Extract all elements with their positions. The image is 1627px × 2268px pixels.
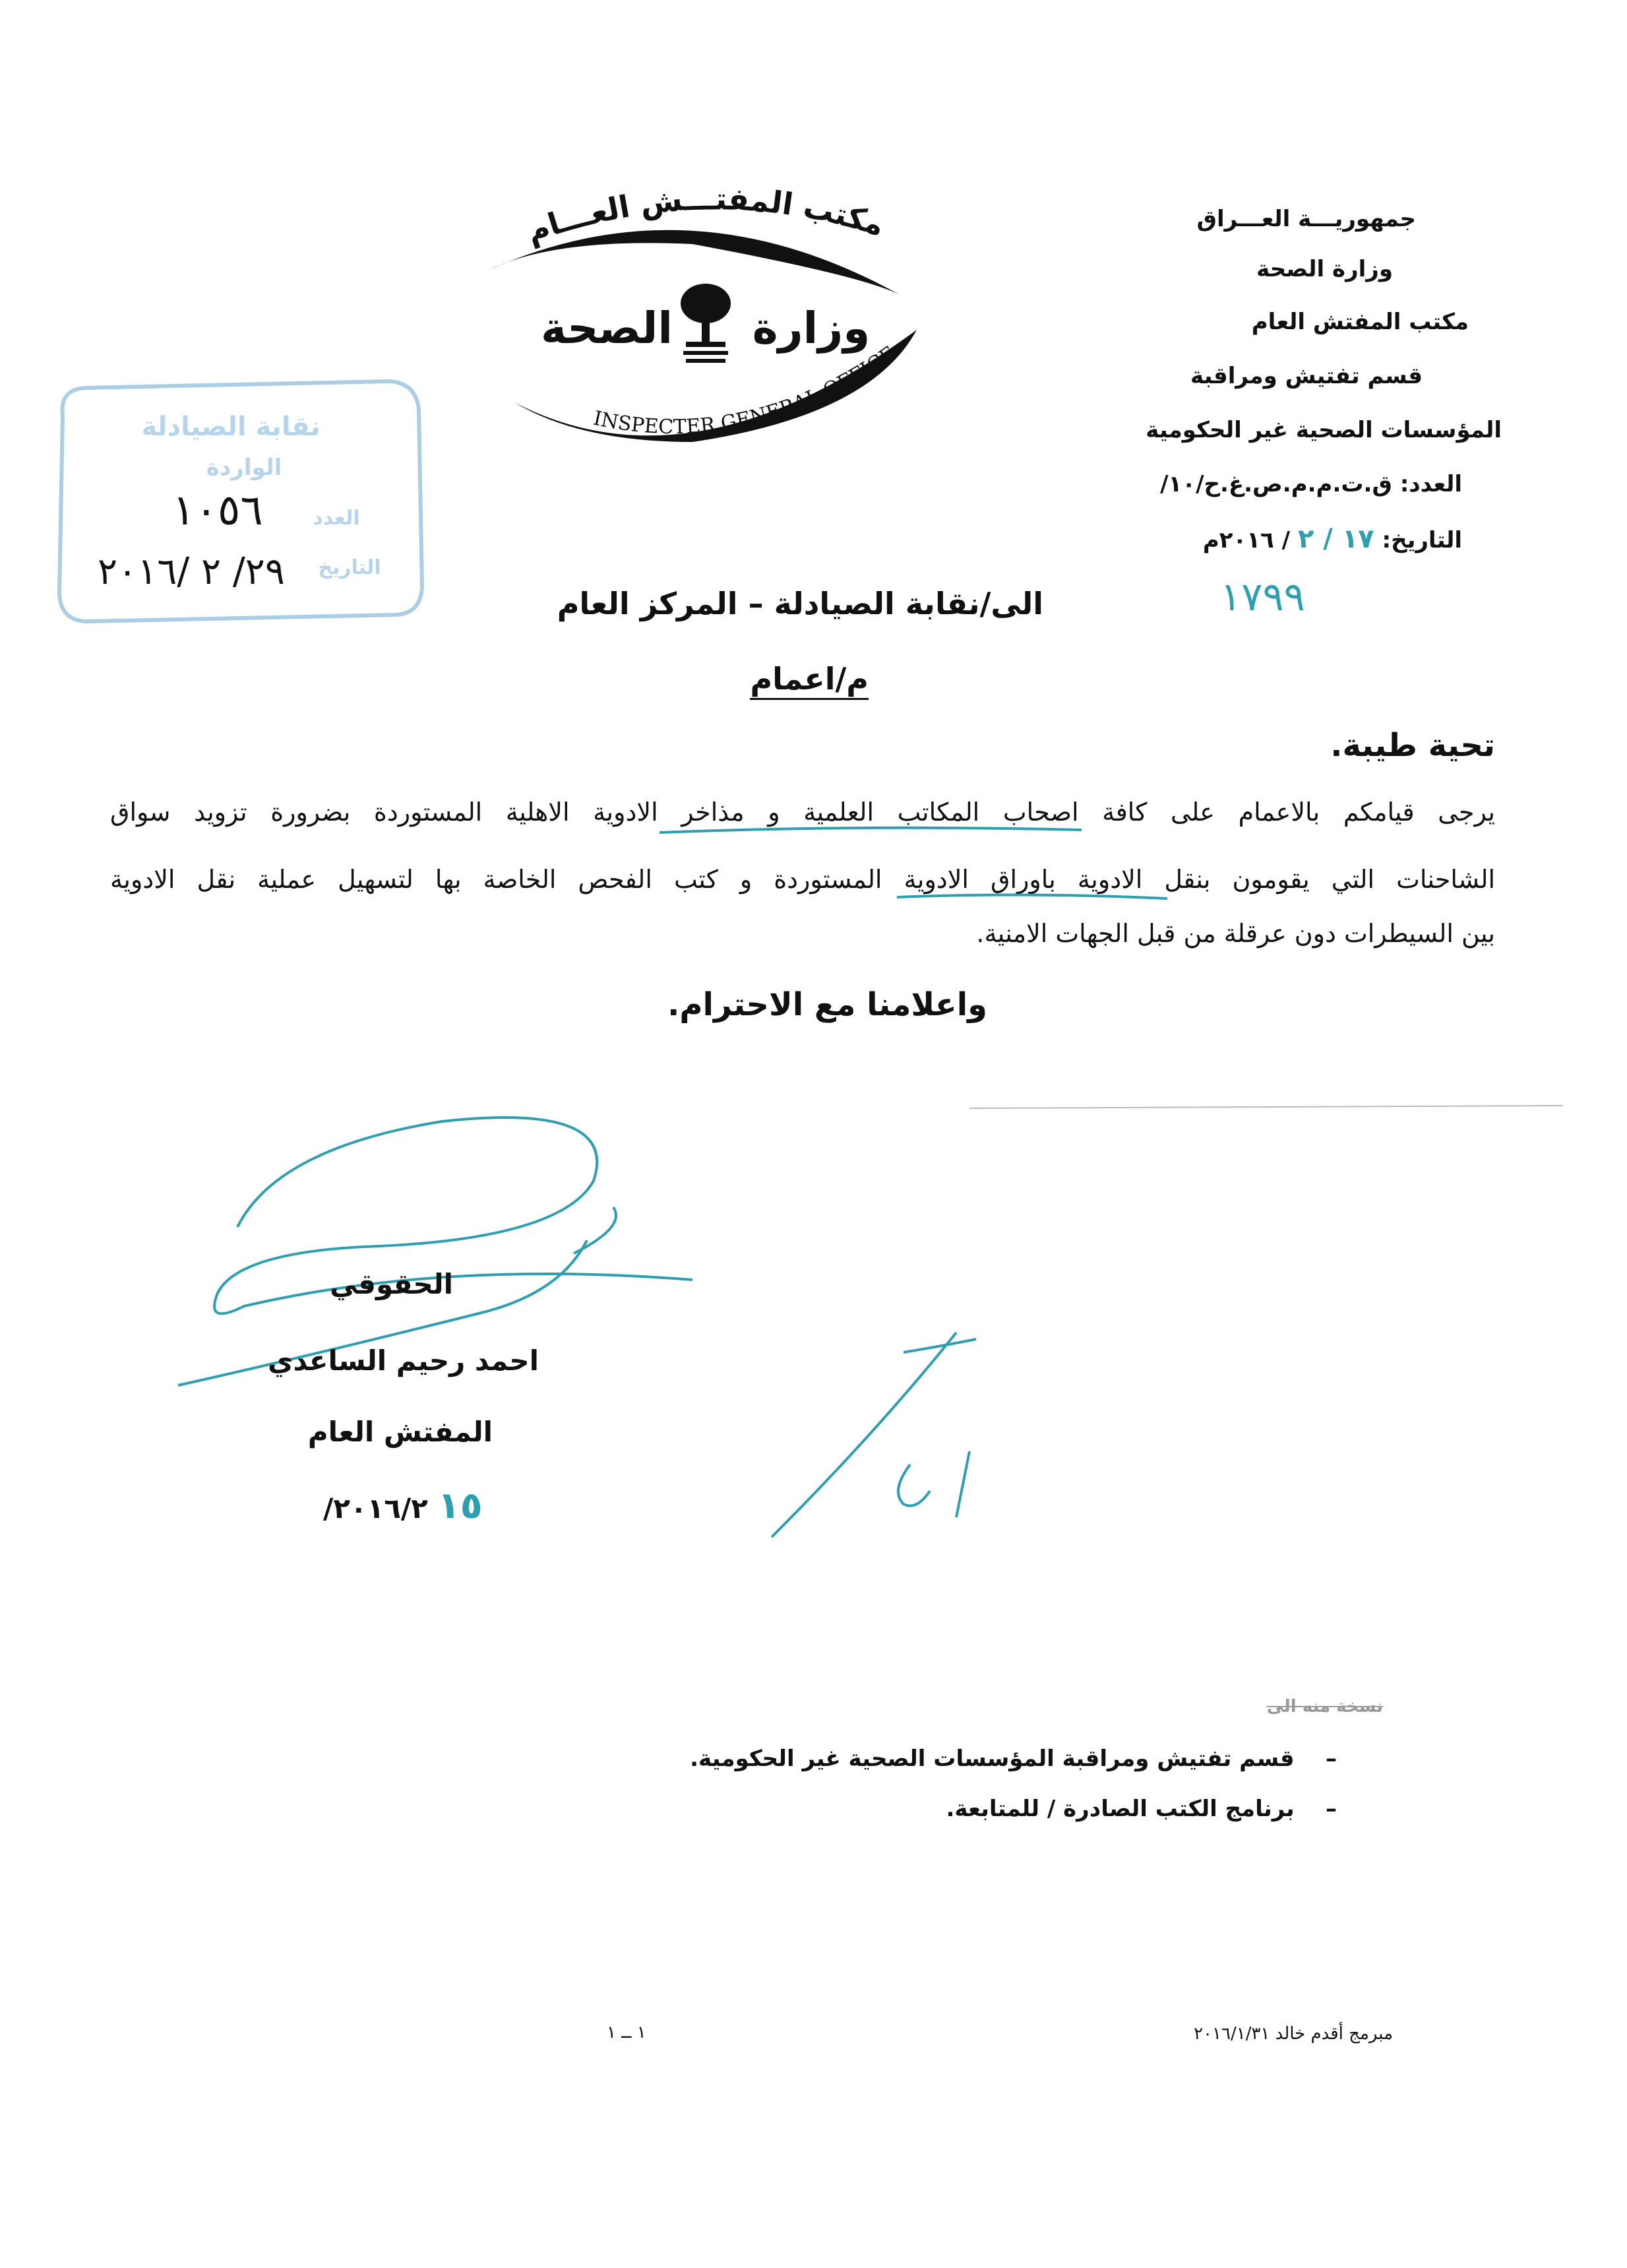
cc-item-text: قسم تفتيش ومراقبة المؤسسات الصحية غير الحكومية. [690, 1746, 1295, 1772]
cc-item [946, 1796, 1337, 1822]
cc-item-text: برنامج الكتب الصادرة / للمتابعة. [946, 1796, 1295, 1822]
header-country: جمهوريـــة العـــراق [1196, 206, 1416, 232]
header-handwritten-number: ١٧٩٩ [1220, 574, 1305, 620]
header-section-line2: المؤسسات الصحية غير الحكومية [1146, 417, 1502, 443]
header-date-handwritten: ١٧ / ٢ [1297, 524, 1374, 554]
header-date-label: التاريخ: [1382, 527, 1462, 553]
footer-typist: مبرمج أقدم خالد ٢٠١٦/١/٣١ [1194, 2024, 1393, 2044]
cc-heading: نسخة منه الى [1266, 1697, 1383, 1717]
subject-line: م/اعمام [750, 661, 869, 700]
stamp-line3: العدد [313, 507, 360, 530]
signature-title-prefix: الحقوقي [330, 1268, 453, 1300]
signature-date [323, 1484, 483, 1527]
signature-date-printed: ٢٠١٦/٢/ [323, 1492, 428, 1525]
body-line-3: بين السيطرات دون عرقلة من قبل الجهات الامنية. [976, 919, 1495, 948]
logo-word-right: وزارة [752, 303, 871, 354]
header-section-line1: قسم تفتيش ومراقبة [1190, 363, 1423, 389]
header-date-value: / ٢٠١٦م [1202, 527, 1291, 553]
header-ministry: وزارة الصحة [1256, 256, 1393, 282]
header-number-value: ق.ت.م.م.ص.غ.ح/١٠/ [1160, 471, 1392, 497]
cc-bullet: – [1326, 1746, 1337, 1772]
body-line-2: الشاحنات التي يقومون بنقل الادوية باوراق الادوية المستوردة و كتب الفحص الخاصة بها لتسهيل عملية نقل الادوية [110, 865, 1495, 894]
header-office: مكتب المفتش العام [1251, 309, 1469, 335]
signature-name: احمد رحيم الساعدي [268, 1344, 539, 1377]
stamp-handwritten-number: ١٠٥٦ [172, 486, 263, 535]
signature-position: المفتش العام [307, 1416, 493, 1448]
footer-page: ١ ــ ١ [607, 2023, 646, 2042]
cc-bullet: – [1326, 1796, 1337, 1822]
stamp-line2: الواردة [206, 455, 282, 481]
logo-top-text: مكتب المفتـــش العـــام [522, 181, 889, 250]
logo-bottom-text: INSPECTER GENERAL OFFICE [591, 342, 900, 439]
stamp-handwritten-date: ٢٩/ ٢ /٢٠١٦ [98, 550, 285, 593]
body-line-1: يرجى قيامكم بالاعمام على كافة اصحاب المكاتب العلمية و مذاخر الادوية الاهلية المستوردة بضرورة تزويد سواق [110, 798, 1495, 827]
closing: واعلامنا مع الاحترام. [667, 986, 987, 1023]
cc-item [690, 1746, 1337, 1772]
signature-date-handwritten: ١٥ [437, 1484, 483, 1527]
recipient-line: الى/نقابة الصيادلة – المركز العام [557, 586, 1043, 621]
stamp-line4: التاريخ [318, 556, 381, 579]
logo-word-left: الصحة [540, 303, 673, 354]
approval-scribble [758, 1326, 1009, 1550]
greeting: تحية طيبة. [1330, 727, 1495, 764]
header-number-label: العدد: [1399, 471, 1462, 497]
stamp-line1: نقابة الصيادلة [141, 412, 321, 442]
